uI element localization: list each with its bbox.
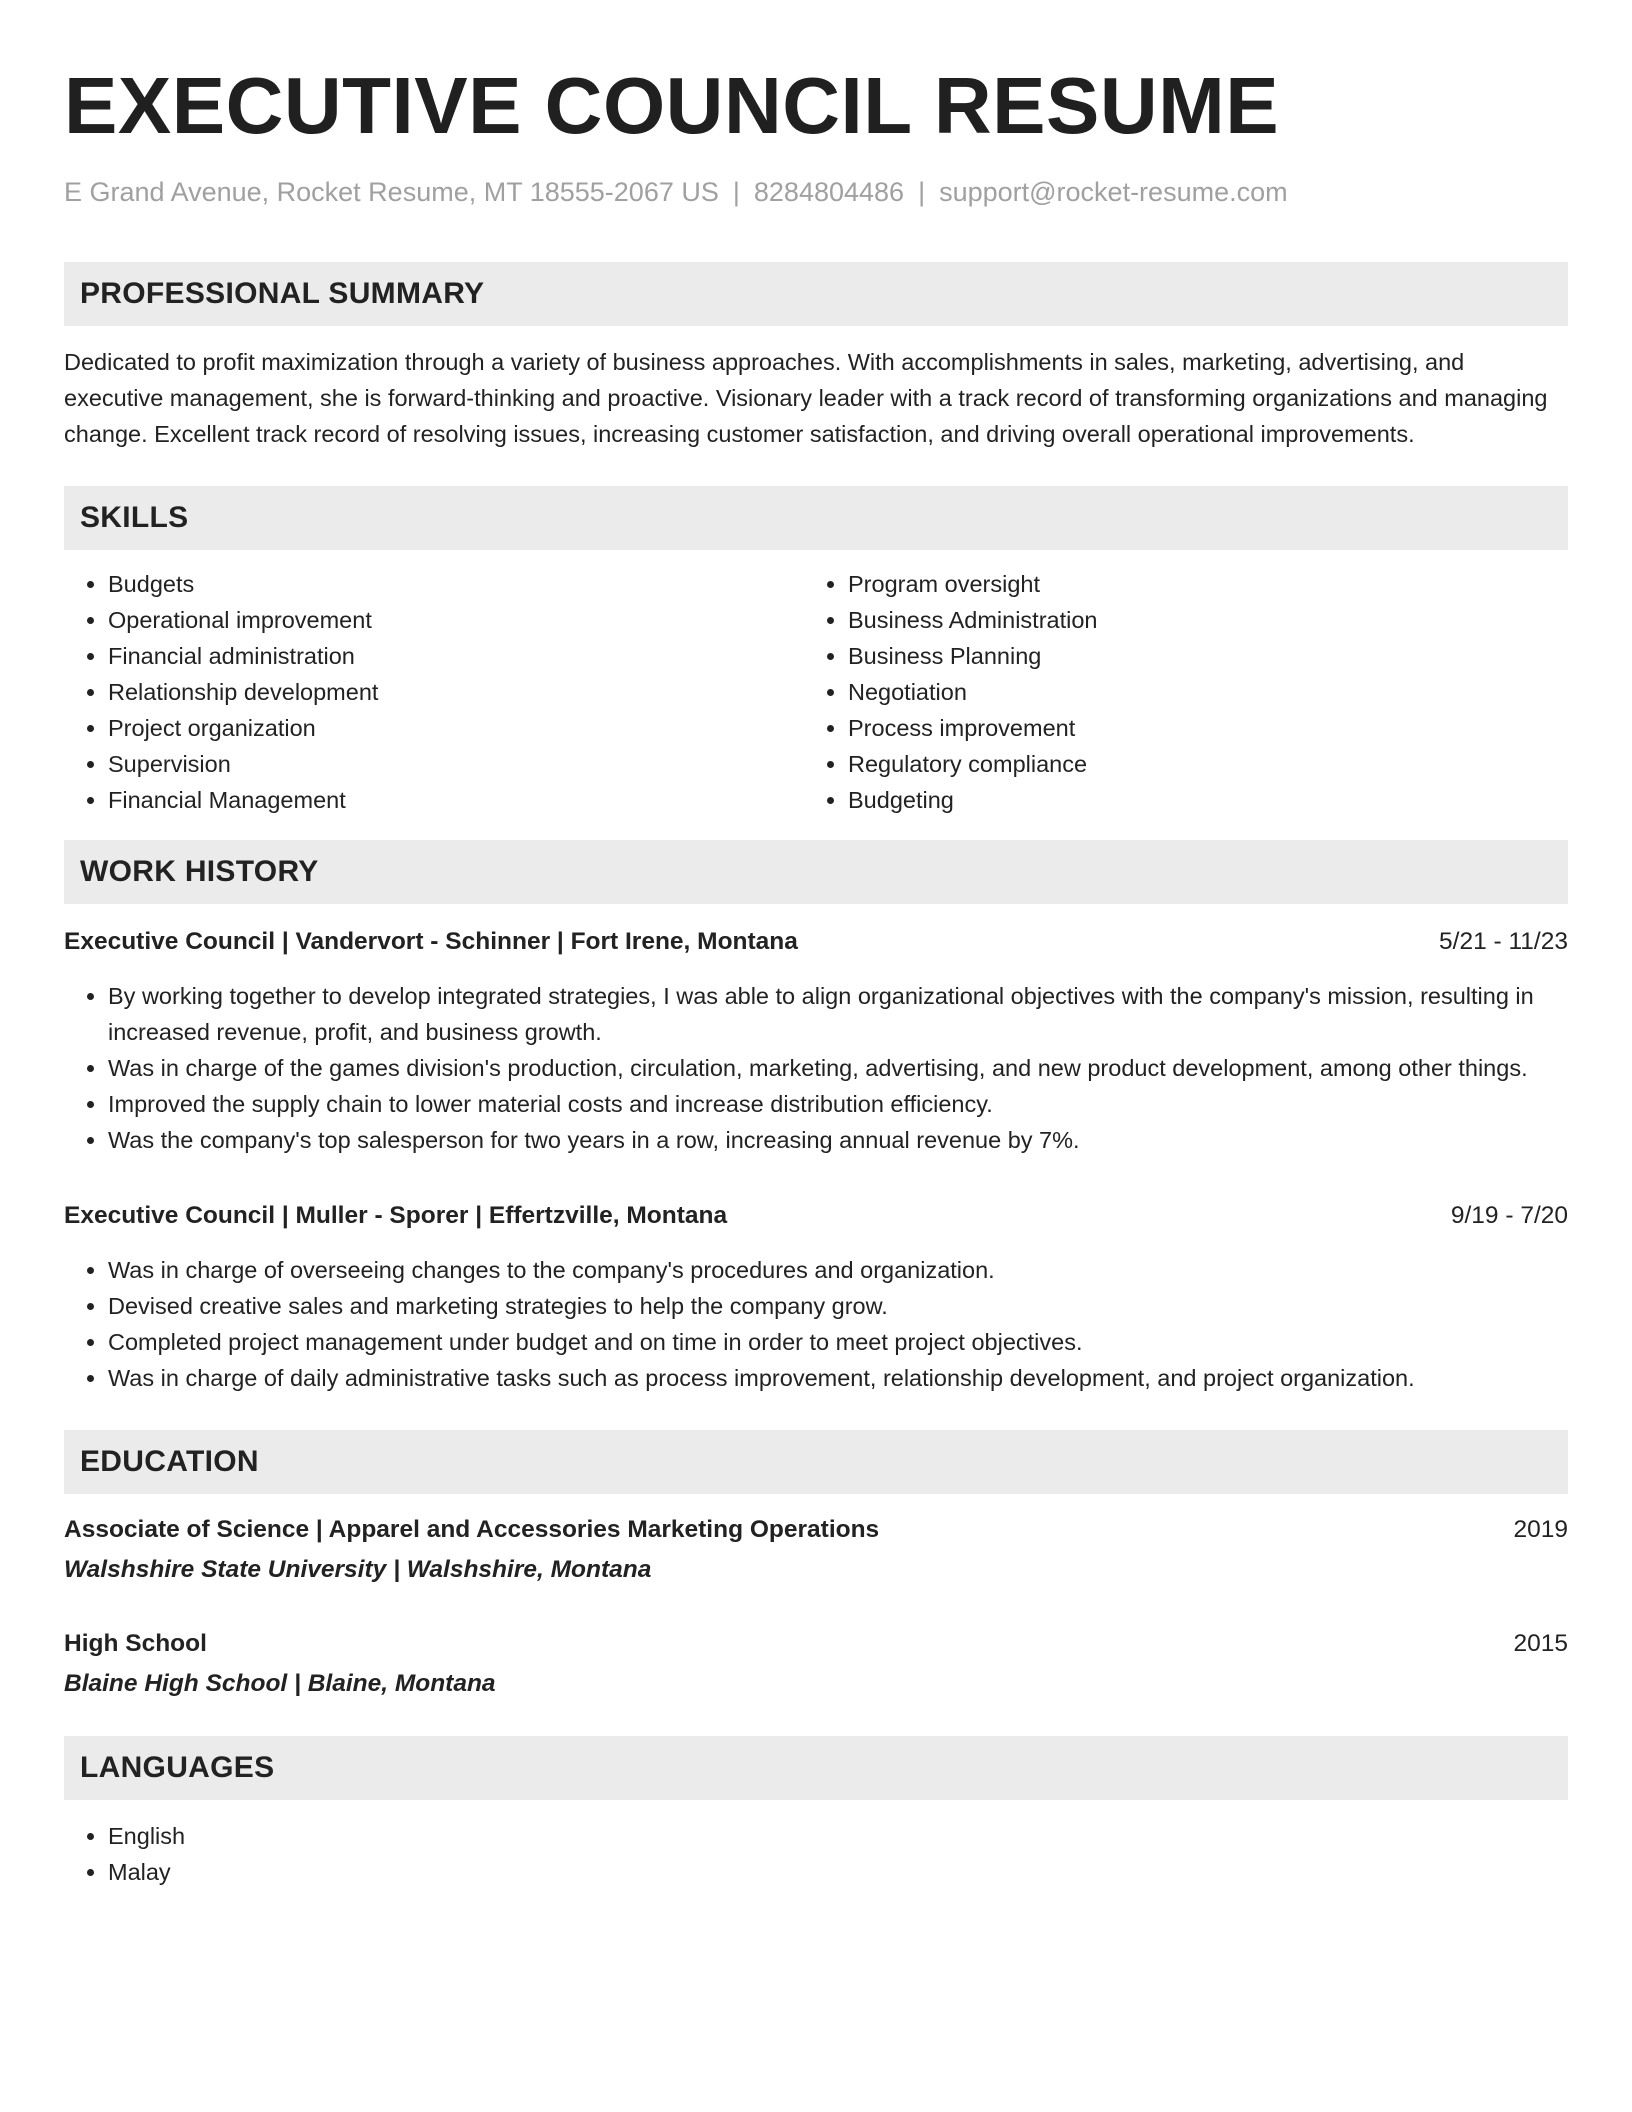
education-school: Blaine High School | Blaine, Montana: [64, 1670, 496, 1697]
job-bullet: • Devised creative sales and marketing strategies to help the company grow.: [108, 1288, 1568, 1324]
language-item: • English: [108, 1818, 1568, 1854]
job-entry: [64, 924, 1568, 1158]
contact-separator: |: [918, 177, 926, 207]
education-header: [64, 1626, 1568, 1662]
skill-item: • Project organization: [108, 710, 804, 746]
education-header: [64, 1512, 1568, 1548]
skill-item: • Regulatory compliance: [848, 746, 1544, 782]
education-school: Walshshire State University | Walshshire, Montana: [64, 1556, 652, 1583]
education-degree: Associate of Science | Apparel and Accessories Marketing Operations: [64, 1516, 880, 1543]
summary-text: Dedicated to profit maximization through a variety of business approaches. With accomplishments in sales, marketing, advertising, and executive management, she is forward-thinking and proactive. Visionary leader with a track record of transforming organizations and managing change. Excellent track record of resolving issues, increasing customer satisfaction, and driving overall operational improvements.: [64, 349, 1548, 447]
skill-item: • Budgets: [108, 566, 804, 602]
job-bullet: • By working together to develop integrated strategies, I was able to align organizational objectives with the company's mission, resulting in increased revenue, profit, and business growth.: [108, 978, 1568, 1050]
skill-item: • Business Planning: [848, 638, 1544, 674]
job-bullet: • Improved the supply chain to lower material costs and increase distribution efficiency.: [108, 1086, 1568, 1122]
section-heading-languages: LANGUAGES: [64, 1736, 1568, 1800]
job-dates: 9/19 - 7/20: [1450, 1202, 1568, 1229]
skill-item: • Financial administration: [108, 638, 804, 674]
job-bullets: [64, 1252, 1568, 1396]
job-header: [64, 924, 1568, 960]
education-entry: [64, 1626, 1568, 1702]
job-bullets: [64, 978, 1568, 1158]
education-entry: [64, 1512, 1568, 1588]
job-bullet: • Was in charge of overseeing changes to the company's procedures and organization.: [108, 1252, 1568, 1288]
skills-list: [64, 566, 1568, 818]
contact-address: E Grand Avenue, Rocket Resume, MT 18555-2067 US: [64, 177, 719, 207]
job-title: Executive Council | Muller - Sporer | Effertzville, Montana: [64, 1202, 728, 1229]
contact-email: support@rocket-resume.com: [939, 177, 1288, 207]
job-bullet: • Was the company's top salesperson for two years in a row, increasing annual revenue by 7%.: [108, 1122, 1568, 1158]
skill-item: • Supervision: [108, 746, 804, 782]
job-bullet: • Was in charge of daily administrative tasks such as process improvement, relationship development, and project organization.: [108, 1360, 1568, 1396]
contact-separator: |: [732, 177, 740, 207]
languages-list: [64, 1818, 1568, 1890]
education-year: 2019: [1513, 1516, 1568, 1543]
section-heading-summary: PROFESSIONAL SUMMARY: [64, 262, 1568, 326]
section-heading-skills: SKILLS: [64, 486, 1568, 550]
skill-item: • Process improvement: [848, 710, 1544, 746]
skills-column-left: [64, 566, 804, 818]
skill-item: • Negotiation: [848, 674, 1544, 710]
education-degree: High School: [64, 1630, 207, 1657]
job-entry: [64, 1198, 1568, 1396]
section-heading-education: EDUCATION: [64, 1430, 1568, 1494]
skill-item: • Budgeting: [848, 782, 1544, 818]
job-title: Executive Council | Vandervort - Schinner | Fort Irene, Montana: [64, 928, 798, 955]
job-bullet: • Completed project management under budget and on time in order to meet project objectives.: [108, 1324, 1568, 1360]
job-bullet: • Was in charge of the games division's production, circulation, marketing, advertising, and new product development, among other things.: [108, 1050, 1568, 1086]
skills-column-right: [804, 566, 1544, 818]
education-year: 2015: [1513, 1630, 1568, 1657]
job-header: [64, 1198, 1568, 1234]
skill-item: • Financial Management: [108, 782, 804, 818]
skill-item: • Program oversight: [848, 566, 1544, 602]
job-dates: 5/21 - 11/23: [1439, 928, 1568, 955]
contact-phone: 8284804486: [753, 177, 905, 207]
resume-title: EXECUTIVE COUNCIL RESUME: [64, 61, 1280, 150]
section-heading-work-history: WORK HISTORY: [64, 840, 1568, 904]
language-item: • Malay: [108, 1854, 1568, 1890]
contact-line: [64, 174, 1568, 210]
skill-item: • Operational improvement: [108, 602, 804, 638]
skill-item: • Relationship development: [108, 674, 804, 710]
skill-item: • Business Administration: [848, 602, 1544, 638]
